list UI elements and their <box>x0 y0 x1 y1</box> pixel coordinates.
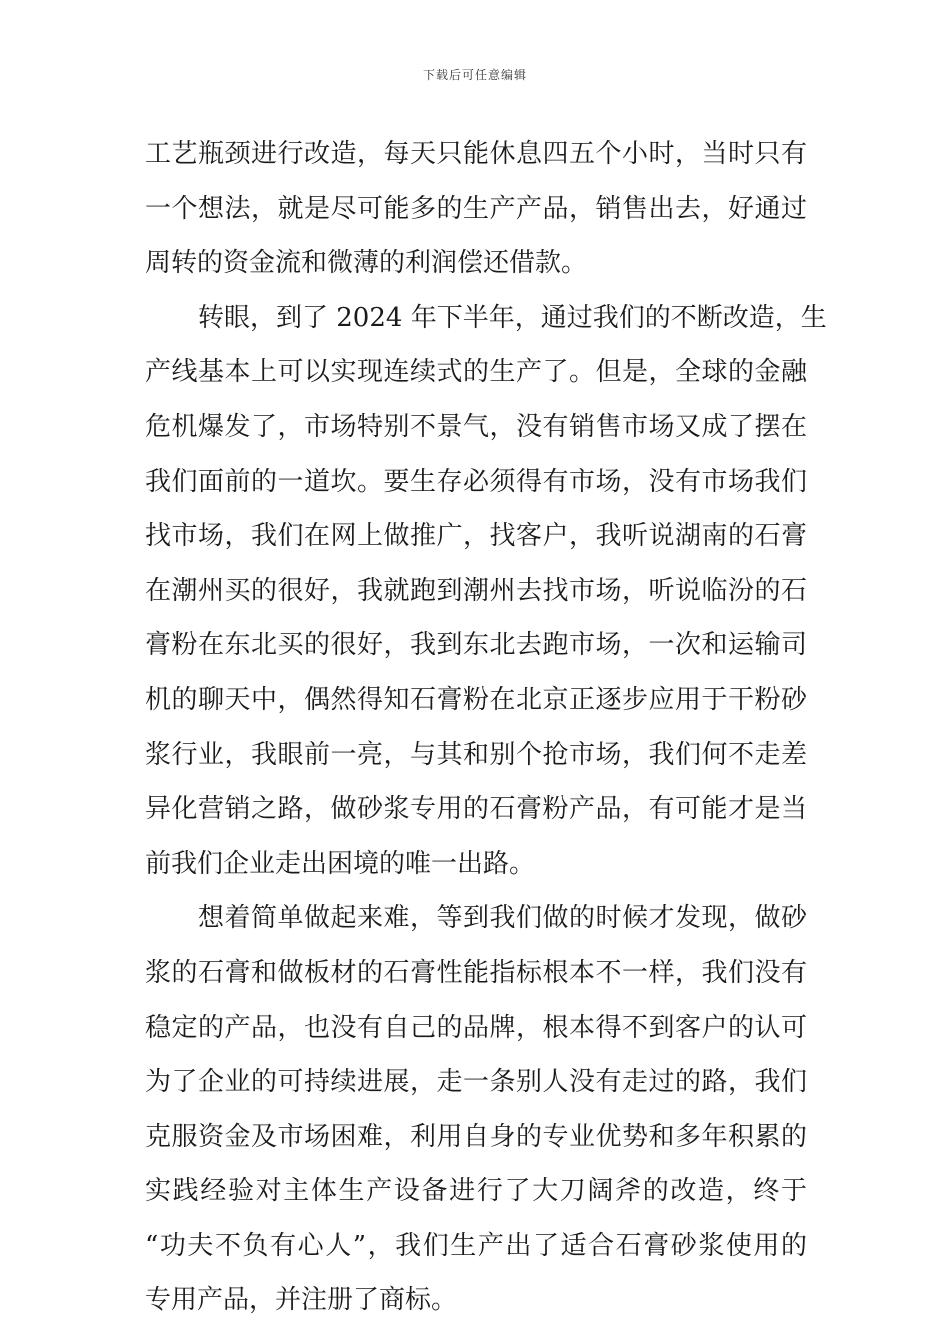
text-line: 稳定的产品，也没有自己的品牌，根本得不到客户的认可 <box>145 1012 807 1043</box>
text-line: 危机爆发了，市场特别不景气，没有销售市场又成了摆在 <box>145 411 807 442</box>
text-line: 克服资金及市场困难，利用自身的专业优势和多年积累的 <box>145 1121 807 1152</box>
text-line: 周转的资金流和微薄的利润偿还借款。 <box>145 248 588 279</box>
text-line: 实践经验对主体生产设备进行了大刀阔斧的改造，终于 <box>145 1176 807 1207</box>
header-note: 下载后可任意编辑 <box>422 68 527 82</box>
text-line: 转眼，到了 2024 年下半年，通过我们的不断改造，生 <box>198 302 827 333</box>
text-line: 浆行业，我眼前一亮，与其和别个抢市场，我们何不走差 <box>145 739 807 770</box>
text-line: 工艺瓶颈进行改造，每天只能休息四五个小时，当时只有 <box>145 139 807 169</box>
text-line: 异化营销之路，做砂浆专用的石膏粉产品，有可能才是当 <box>145 794 807 825</box>
text-line: 一个想法，就是尽可能多的生产产品，销售出去，好通过 <box>145 193 807 224</box>
text-line: 在潮州买的很好，我就跑到潮州去找市场，听说临汾的石 <box>145 575 807 606</box>
text-line: 膏粉在东北买的很好，我到东北去跑市场，一次和运输司 <box>145 630 807 661</box>
body-text <box>145 127 827 1328</box>
text-line: “功夫不负有心人”，我们生产出了适合石膏砂浆使用的 <box>145 1230 807 1261</box>
text-line: 找市场，我们在网上做推广，找客户，我听说湖南的石膏 <box>145 521 807 552</box>
text-line: 想着简单做起来难，等到我们做的时候才发现，做砂 <box>198 903 807 934</box>
text-line: 浆的石膏和做板材的石膏性能指标根本不一样，我们没有 <box>145 957 807 988</box>
text-line: 机的聊天中，偶然得知石膏粉在北京正逐步应用于干粉砂 <box>145 684 807 715</box>
text-line: 前我们企业走出困境的唯一出路。 <box>145 848 536 879</box>
text-line: 为了企业的可持续进展，走一条别人没有走过的路，我们 <box>145 1067 807 1098</box>
text-line: 专用产品，并注册了商标。 <box>145 1285 458 1316</box>
text-line: 产线基本上可以实现连续式的生产了。但是，全球的金融 <box>145 357 807 388</box>
text-line: 我们面前的一道坎。要生存必须得有市场，没有市场我们 <box>145 466 807 497</box>
